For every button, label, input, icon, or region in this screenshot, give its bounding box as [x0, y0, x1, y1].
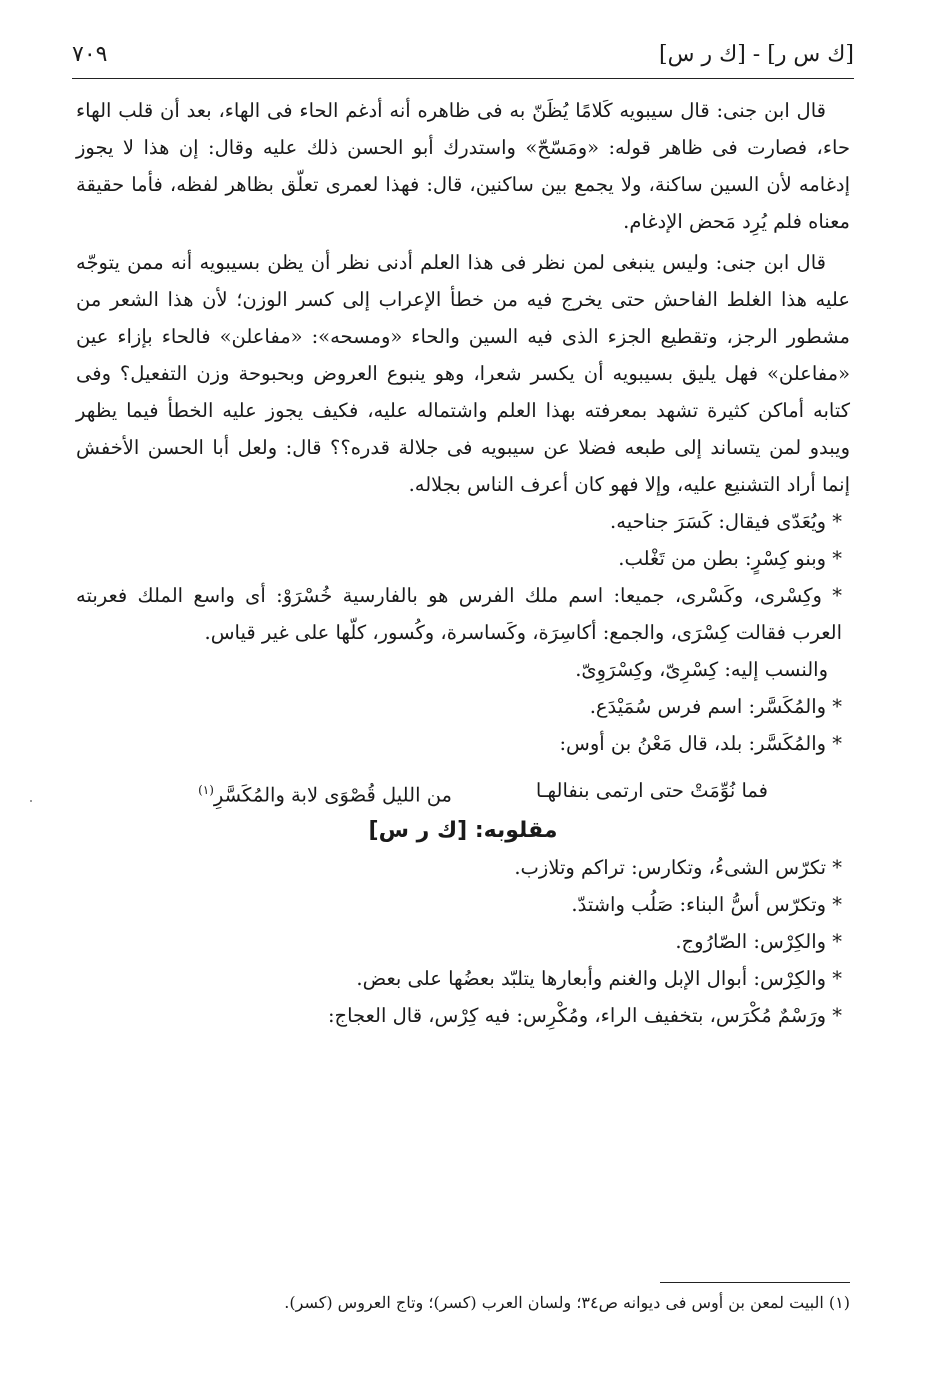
entry: * والمُكَسَّر: اسم فرس سُمَيْدَع. [589, 695, 842, 718]
entry: * والكِرْس: الصّارُوج. [675, 930, 842, 953]
verse-hemistich-second [198, 772, 452, 814]
entry: * ويُعَدّى فيقال: كَسَرَ جناحيه. [610, 510, 842, 533]
entry: * ورَسْمٌ مُكْرَس، بتخفيف الراء، ومُكْرِس: فيه كِرْس، قال العجاج: [327, 1004, 842, 1027]
footnote-reference: (١) [198, 783, 214, 797]
entry: * والمُكَسَّر: بلد، قال مَعْنُ بن أوس: [559, 732, 842, 755]
verse-hemistich-first: فما نُوِّمَتْ حتى ارتمى بنفالهـا [535, 779, 768, 802]
entry: * وكِسْرى، وكَسْرى، جميعا: اسم ملك الفرس هو بالفارسية خُسْرَوْ: أى واسع الملك فعربته العرب فقالت كِسْرَى، والجمع: أكاسِرَة، وكَساسرة، وكُسور، كلّها على غير قياس. [76, 584, 842, 644]
verse-hemistich-second-text: من الليل قُصْوَى لابة والمُكَسَّرِ [213, 783, 452, 807]
footnote-rule [660, 1282, 850, 1283]
section-heading: مقلوبه: [ك ر س] [368, 818, 558, 843]
page-header [72, 38, 854, 70]
main-text [76, 92, 850, 1034]
page-number: ٧٠٩ [72, 41, 108, 67]
paragraph: قال ابن جنى: قال سيبويه كَلامًا يُظَنّ به فى ظاهره أنه أدغم الحاء فى الهاء، بعد أن قلب الهاء حاء، فصارت فى ظاهر قوله: «ومَسّحّ» واستدرك أبو الحسن ذلك عليه وقال: إن هذا لا يجوز إدغامه لأن السين ساكنة، ولا يجمع بين ساكنين، قال: فهذا لعمرى تعلّق بظاهر لفظه، فأما حقيقة معناه فلم يُرِد مَحض الإدغام. [76, 99, 850, 233]
margin-speck [30, 800, 32, 802]
header-rule [72, 78, 854, 79]
entry-nisba: والنسب إليه: كِسْرِىّ، وكِسْرَوِىّ. [575, 658, 828, 681]
entry: * تكرّس الشىءُ، وتكارس: تراكم وتلازب. [514, 856, 842, 879]
running-title: [ك س ر] - [ك ر س] [659, 41, 854, 67]
footnote: (١) البيت لمعن بن أوس فى ديوانه ص٣٤؛ ولسان العرب (كسر)؛ وتاج العروس (كسر). [284, 1293, 850, 1312]
poem-verse [76, 768, 850, 812]
paragraph: قال ابن جنى: وليس ينبغى لمن نظر فى هذا العلم أدنى نظر أن يظن بسيبويه أنه ممن يتوجّه عليه هذا الغلط الفاحش حتى يخرج فيه من خطأ الإعراب إلى كسر الوزن؛ لأن هذا الشعر من مشطور الرجز، وتقطيع الجزء الذى فيه السين والحاء «ومسحه»: «مفاعلن» فالحاء بإزاء عين «مفاعلن» فهل يليق بسيبويه أن يكسر شعرا، وهو ينبوع العروض وبحبوحة وزن التفعيل؟ وفى كتابه أماكن كثيرة تشهد بمعرفته بهذا العلم واشتماله عليه، فكيف يجوز عليه الخطأ فيما يظهر ويبدو لمن يتساند إلى طبعه فضلا عن سيبويه فى جلالة قدره؟؟ قال: ولعل أبا الحسن الأخفش إنما أراد التشنيع عليه، وإلا فهو كان أعرف الناس بجلاله. [76, 251, 850, 496]
entry: * وتكرّس أسُّ البناء: صَلُب واشتدّ. [571, 893, 842, 916]
entry: * والكِرْس: أبوال الإبل والغنم وأبعارها يتلبّد بعضُها على بعض. [356, 967, 842, 990]
entry: * وبنو كِسْرٍ: بطن من تَغْلب. [618, 547, 842, 570]
